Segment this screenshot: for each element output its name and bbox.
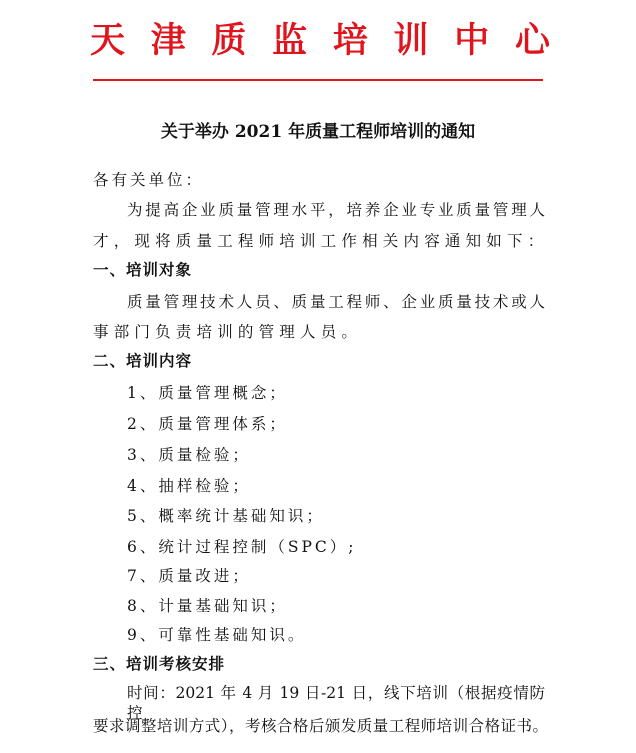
section-heading: 三、培训考核安排: [93, 655, 226, 673]
org-letterhead: 天津质监培训中心: [90, 20, 550, 61]
paragraph-line: 为提高企业质量管理水平，培养企业专业质量管理人: [127, 201, 545, 219]
letterhead-divider: [93, 79, 543, 81]
list-item: 7、质量改进；: [127, 567, 251, 585]
list-item: 2、质量管理体系；: [127, 415, 288, 433]
section-heading: 二、培训内容: [93, 352, 193, 370]
paragraph-line: 质量管理技术人员、质量工程师、企业质量技术或人: [127, 293, 545, 311]
paragraph-line: 时间：2021 年 4 月 19 日-21 日，线下培训（根据疫情防控: [127, 684, 545, 722]
paragraph-line: 要求调整培训方式），考核合格后颁发质量工程师培训合格证书。: [93, 717, 548, 735]
list-item: 8、计量基础知识；: [127, 597, 288, 615]
document-title: 关于举办 2021 年质量工程师培训的通知: [160, 122, 476, 142]
section-heading: 一、培训对象: [93, 261, 193, 279]
salutation: 各有关单位：: [93, 171, 205, 189]
list-item: 9、可靠性基础知识。: [127, 626, 307, 644]
list-item: 1、质量管理概念；: [127, 384, 288, 402]
list-item: 4、抽样检验；: [127, 477, 251, 495]
paragraph-line: 才，现将质量工程师培训工作相关内容通知如下：: [93, 232, 549, 250]
list-item: 3、质量检验；: [127, 446, 251, 464]
list-item: 5、概率统计基础知识；: [127, 507, 325, 525]
paragraph-line: 事部门负责培训的管理人员。: [93, 323, 363, 341]
list-item: 6、统计过程控制（SPC）;: [127, 538, 357, 556]
